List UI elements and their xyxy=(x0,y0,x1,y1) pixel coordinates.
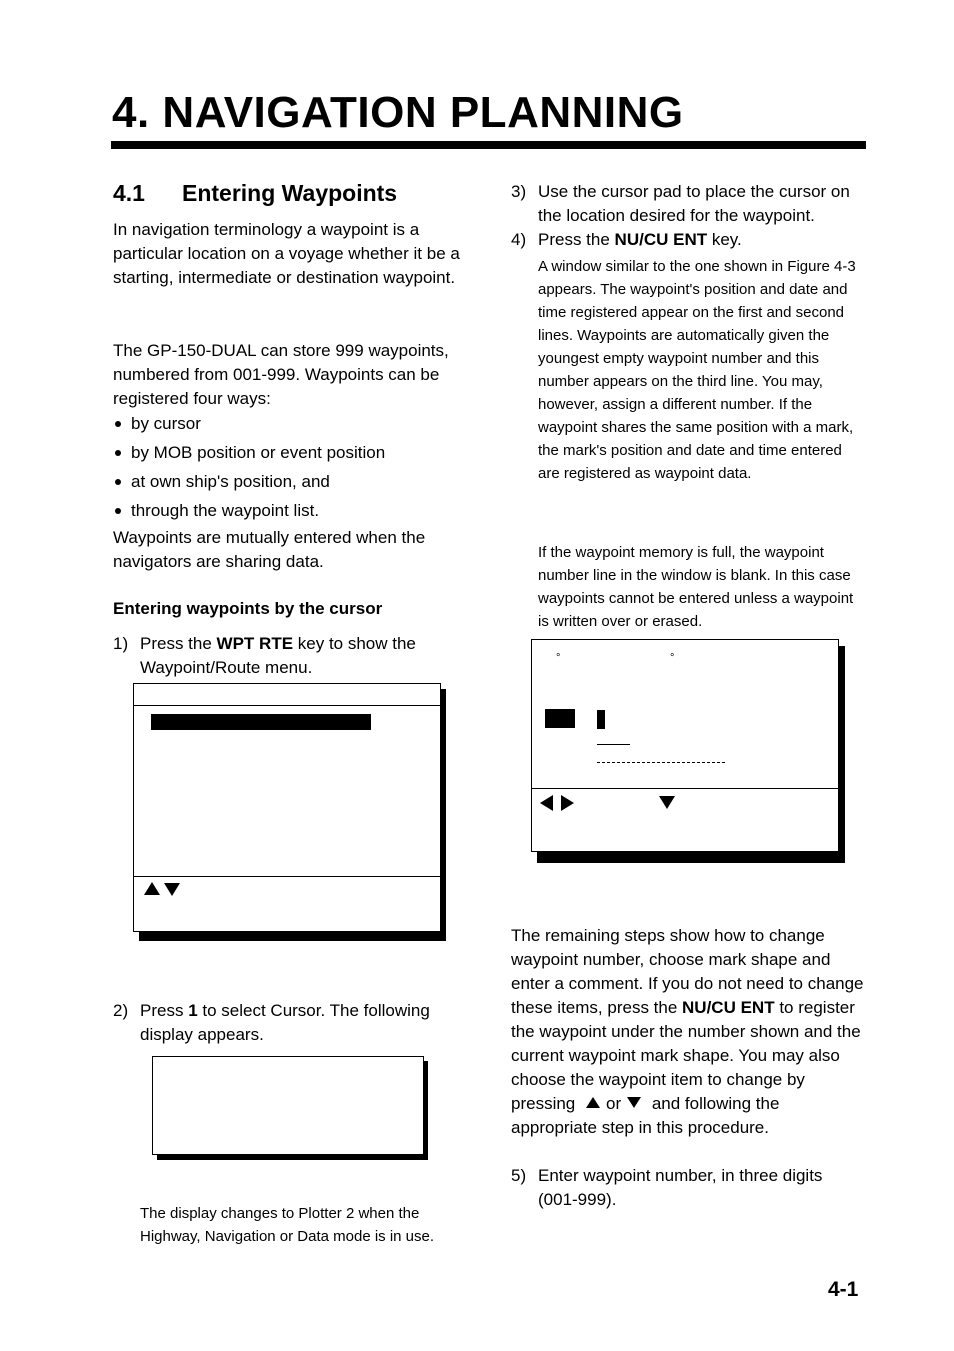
triangle-up-icon xyxy=(144,882,160,895)
mark-shape-highlight xyxy=(545,709,575,728)
step-5-text: Enter waypoint number, in three digits (001-999). xyxy=(538,1166,823,1209)
menu-highlight-bar xyxy=(151,714,371,730)
triangle-right-icon xyxy=(561,795,574,811)
page-number: 4-1 xyxy=(828,1278,859,1301)
key-nu-cu-ent: NU/CU ENT xyxy=(614,230,708,249)
menu-footer-divider xyxy=(134,876,440,877)
plotter-display-figure xyxy=(152,1056,424,1155)
step-number: 3) xyxy=(511,182,527,201)
display-note: The display changes to Plotter 2 when the Highway, Navigation or Data mode is in use. xyxy=(140,1205,435,1245)
list-item: by MOB position or event position xyxy=(113,441,473,470)
triangle-up-icon xyxy=(586,1097,600,1108)
section-title: Entering Waypoints xyxy=(182,180,398,206)
waypoint-route-menu-figure xyxy=(133,683,441,932)
list-item: by cursor xyxy=(113,412,473,441)
step-1-text: Press the WPT RTE key to show the Waypoint/Route menu. xyxy=(140,634,416,677)
step-number: 4) xyxy=(511,230,527,249)
key-wpt-rte: WPT RTE xyxy=(216,634,294,653)
step-4-detail: A window similar to the one shown in Figure 4-3 appears. The waypoint's position and date and time registered appear on the first and second lines. Waypoints are automatically given the youngest empty waypoint number and this number appears on the third line. You may, however, assign a different number. If the waypoint shares the same position with a mark, the mark's position and date and time entered are registered as waypoint data. xyxy=(538,258,856,482)
menu-title-divider xyxy=(134,705,440,706)
capacity-paragraph: The GP-150-DUAL can store 999 waypoints, numbered from 001-999. Waypoints can be registered four ways: xyxy=(113,341,449,408)
step-2-text: Press 1 to select Cursor. The following display appears. xyxy=(140,1001,430,1044)
intro-paragraph: In navigation terminology a waypoint is a particular location on a voyage whether it be a starting, intermediate or destination waypoint. xyxy=(113,220,460,287)
list-item: at own ship's position, and xyxy=(113,470,473,499)
degree-mark: ° xyxy=(556,652,561,664)
text-cursor-block xyxy=(597,710,605,729)
number-underline xyxy=(597,744,630,745)
step-3-text: Use the cursor pad to place the cursor on the location desired for the waypoint. xyxy=(538,182,850,225)
list-item: through the waypoint list. xyxy=(113,499,473,528)
window-footer-divider xyxy=(532,788,838,789)
degree-mark: ° xyxy=(670,652,675,664)
registration-ways-list xyxy=(113,412,473,528)
step-number: 2) xyxy=(113,1001,129,1020)
mutual-entry-paragraph: Waypoints are mutually entered when the navigators are sharing data. xyxy=(113,528,426,571)
key-1: 1 xyxy=(188,1001,198,1020)
remaining-steps-paragraph: The remaining steps show how to change waypoint number, choose mark shape and enter a comment. If you do not need to change these items, press the NU/CU ENT to register the waypoint under the number shown and the current waypoint mark shape. You may also choose the waypoint item to change by pressing or and following the appropriate step in this procedure. xyxy=(511,926,864,1137)
key-nu-cu-ent: NU/CU ENT xyxy=(682,998,775,1017)
section-number: 4.1 xyxy=(113,180,145,206)
step-4-text: Press the NU/CU ENT key. xyxy=(538,230,742,249)
subheading-cursor: Entering waypoints by the cursor xyxy=(113,599,383,618)
waypoint-entry-window-figure xyxy=(531,639,839,852)
step-number: 5) xyxy=(511,1166,527,1185)
comment-dashed-line xyxy=(597,762,725,763)
memory-full-note: If the waypoint memory is full, the waypoint number line in the window is blank. In this case waypoints cannot be entered unless a waypoint is written over or erased. xyxy=(538,544,854,630)
title-rule xyxy=(111,141,866,149)
triangle-down-icon xyxy=(627,1097,641,1108)
chapter-title: 4. NAVIGATION PLANNING xyxy=(112,88,684,137)
triangle-left-icon xyxy=(540,795,553,811)
triangle-down-icon xyxy=(659,796,675,809)
triangle-down-icon xyxy=(164,883,180,896)
step-number: 1) xyxy=(113,634,129,653)
